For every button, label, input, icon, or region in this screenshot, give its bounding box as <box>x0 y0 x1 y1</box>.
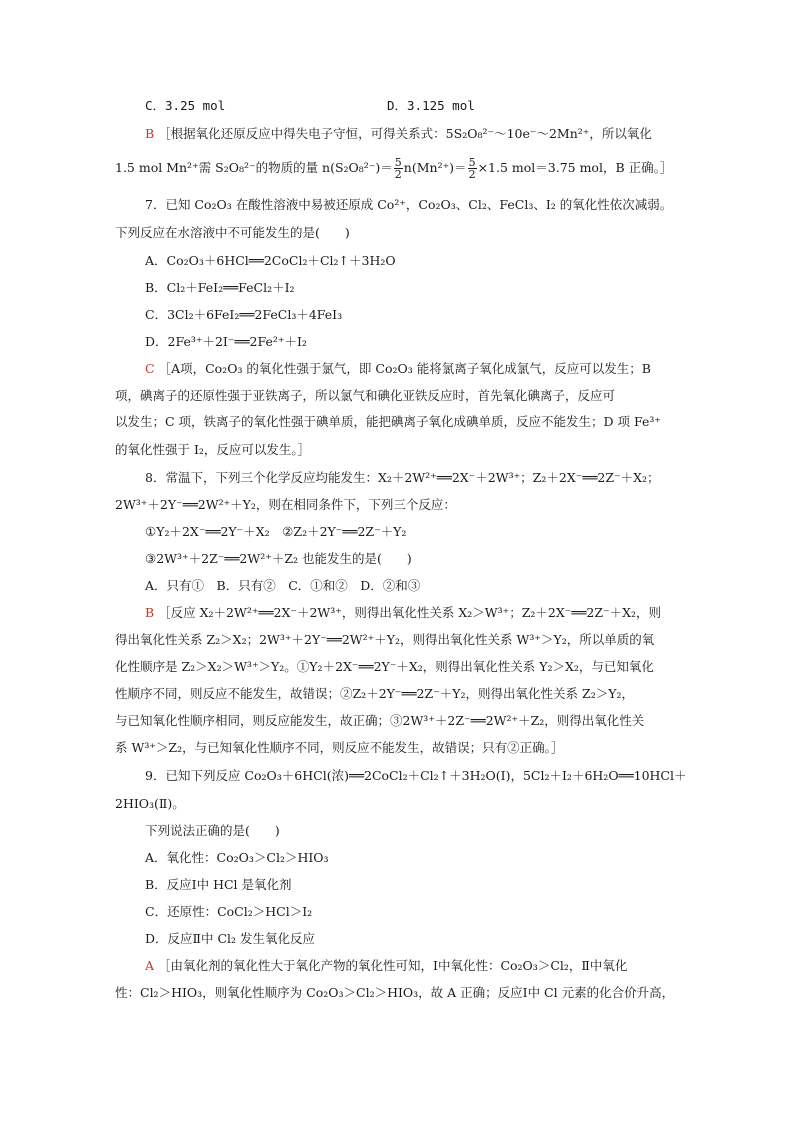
q8-solution-line-5: 与已知氧化性顺序相同，则反应能发生，故正确；③2W³⁺＋2Z⁻══2W²⁺＋Z₂，则得出氧化性关 <box>115 713 645 728</box>
answer-letter: C <box>145 361 155 376</box>
q9-option-a: A．氧化性：Co₂O₃＞Cl₂＞HIO₃ <box>145 850 329 865</box>
q9-stem-line-3: 下列说法正确的是( ) <box>145 823 280 838</box>
answer-letter: B <box>145 605 155 620</box>
solution-text: ×1.5 mol＝3.75 mol，B 正确。］ <box>477 160 673 175</box>
q7-solution-line-3: 以发生；C 项，铁离子的氧化性强于碘单质，能把碘离子氧化成碘单质，反应不能发生；D 项 Fe³⁺ <box>115 414 662 429</box>
q8-solution-line-3: 化性顺序是 Z₂＞X₂＞W³⁺＞Y₂。①Y₂＋2X⁻══2Y⁻＋X₂，则得出氧化性关系 Y₂＞X₂，与已知氧化 <box>115 659 654 674</box>
q7-stem-line-2: 下列反应在水溶液中不可能发生的是( ) <box>115 225 350 240</box>
q6-solution-line-2 <box>115 155 672 181</box>
q8-solution-line-4: 性顺序不同，则反应不能发生，故错误；②Z₂＋2Y⁻══2Z⁻＋Y₂，则得出氧化性关系 Z₂＞Y₂， <box>115 686 634 701</box>
fraction <box>394 157 403 180</box>
q9-solution-line-1 <box>145 958 627 974</box>
fraction <box>468 157 477 180</box>
q9-stem-line-2: 2HIO₃(Ⅱ)。 <box>115 796 185 811</box>
q8-stem-line-1: 8．常温下，下列三个化学反应均能发生：X₂＋2W²⁺══2X⁻＋2W³⁺；Z₂＋2X⁻══2Z⁻＋X₂； <box>145 470 660 485</box>
q8-stem-line-3: ①Y₂＋2X⁻══2Y⁻＋X₂ ②Z₂＋2Y⁻══2Z⁻＋Y₂ <box>145 524 407 539</box>
fraction-numerator: 5 <box>394 156 402 169</box>
q8-solution-line-1 <box>145 605 661 621</box>
q9-option-d: D．反应Ⅱ中 Cl₂ 发生氧化反应 <box>145 931 316 946</box>
q9-solution-line-2: 性：Cl₂＞HIO₃，则氧化性顺序为 Co₂O₃＞Cl₂＞HIO₃，故 A 正确；反应Ⅰ中 Cl 元素的化合价升高， <box>115 985 675 1000</box>
q7-solution-line-2: 项，碘离子的还原性强于亚铁离子，所以氯气和碘化亚铁反应时，首先氧化碘离子，反应可 <box>115 388 616 403</box>
fraction-denominator: 2 <box>394 168 402 181</box>
q9-stem-line-1: 9．已知下列反应 Co₂O₃＋6HCl(浓)══2CoCl₂＋Cl₂↑＋3H₂O(Ⅰ)，5Cl₂＋I₂＋6H₂O══10HCl＋ <box>145 768 687 783</box>
q8-stem-line-2: 2W³⁺＋2Y⁻══2W²⁺＋Y₂，则在相同条件下，下列三个反应： <box>115 497 456 512</box>
fraction-numerator: 5 <box>468 156 476 169</box>
q8-options: A．只有① B．只有② C．①和② D．②和③ <box>145 578 421 593</box>
q6-option-c: C．3.25 mol <box>145 98 226 113</box>
q7-option-c: C．3Cl₂＋6FeI₂══2FeCl₃＋4FeI₃ <box>145 307 343 322</box>
q8-solution-line-6: 系 W³⁺＞Z₂，与已知氧化性顺序不同，则反应不能发生，故错误；只有②正确。］ <box>115 740 564 755</box>
q6-solution-line-1 <box>145 126 652 142</box>
solution-text: ［由氧化剂的氧化性大于氧化产物的氧化性可知，Ⅰ中氧化性：Co₂O₃＞Cl₂，Ⅱ中氧化 <box>158 958 628 973</box>
answer-letter: B <box>145 126 155 141</box>
solution-text: 1.5 mol Mn²⁺需 S₂O₈²⁻的物质的量 n(S₂O₈²⁻)＝ <box>115 160 393 175</box>
fraction-denominator: 2 <box>468 168 476 181</box>
q9-option-c: C．还原性：CoCl₂＞HCl＞I₂ <box>145 904 313 919</box>
q7-option-d: D．2Fe³⁺＋2I⁻══2Fe²⁺＋I₂ <box>145 334 307 349</box>
q7-stem-line-1: 7．已知 Co₂O₃ 在酸性溶液中易被还原成 Co²⁺，Co₂O₃、Cl₂、FeCl₃、I₂ 的氧化性依次减弱。 <box>145 197 673 212</box>
q7-option-b: B．Cl₂＋FeI₂══FeCl₂＋I₂ <box>145 280 295 295</box>
solution-text: ［根据氧化还原反应中得失电子守恒，可得关系式：5S₂O₈²⁻～10e⁻～2Mn²⁺，所以氧化 <box>158 126 652 141</box>
q8-stem-line-4: ③2W³⁺＋2Z⁻══2W²⁺＋Z₂ 也能发生的是( ) <box>145 551 412 566</box>
solution-text: ［反应 X₂＋2W²⁺══2X⁻＋2W³⁺，则得出氧化性关系 X₂＞W³⁺；Z₂＋2X⁻══2Z⁻＋X₂，则 <box>158 605 662 620</box>
answer-letter: A <box>145 958 155 973</box>
solution-text: ［A项，Co₂O₃ 的氧化性强于氯气，即 Co₂O₃ 能将氯离子氧化成氯气，反应可以发生；B <box>158 361 651 376</box>
solution-text: n(Mn²⁺)＝ <box>403 160 467 175</box>
q9-option-b: B．反应Ⅰ中 HCl 是氧化剂 <box>145 877 292 892</box>
q7-solution-line-4: 的氧化性强于 I₂，反应可以发生。］ <box>115 442 311 457</box>
q7-solution-line-1 <box>145 361 651 377</box>
q6-option-d: D．3.125 mol <box>387 98 475 113</box>
q7-option-a: A．Co₂O₃＋6HCl══2CoCl₂＋Cl₂↑＋3H₂O <box>145 253 396 268</box>
q8-solution-line-2: 得出氧化性关系 Z₂＞X₂；2W³⁺＋2Y⁻══2W²⁺＋Y₂，则得出氧化性关系 W³⁺＞Y₂，所以单质的氧 <box>115 632 655 647</box>
